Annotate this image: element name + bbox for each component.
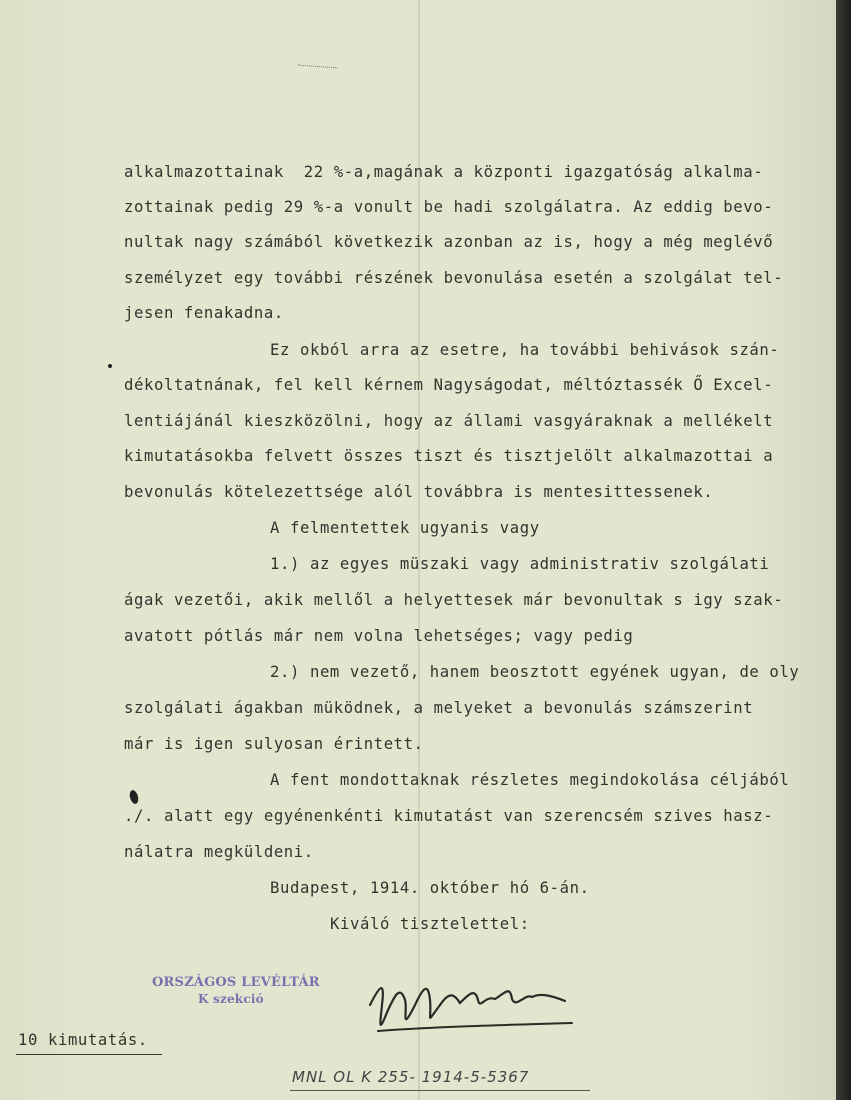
text-line: szolgálati ágakban müködnek, a melyeket a bevonulás számszerint — [124, 699, 754, 717]
signature — [360, 965, 580, 1045]
text-line: kimutatásokba felvett összes tiszt és tisztjelölt alkalmazottai a — [124, 447, 774, 465]
text-line: 2.) nem vezető, hanem beosztott egyének ugyan, de oly — [270, 663, 800, 681]
archive-reference: MNL OL K 255- 1914-5-5367 — [292, 1068, 530, 1086]
scan-edge — [836, 0, 851, 1100]
text-line: Budapest, 1914. október hó 6-án. — [270, 879, 590, 897]
ink-speck — [108, 364, 112, 368]
stamp-line-2: K szekció — [198, 992, 264, 1006]
text-line: zottainak pedig 29 %-a vonult be hadi szolgálatra. Az eddig bevo- — [124, 198, 774, 216]
footnote-text: 10 kimutatás. — [18, 1031, 148, 1049]
text-line: Ez okból arra az esetre, ha további behivások szán- — [270, 341, 780, 359]
text-line: avatott pótlás már nem volna lehetséges; vagy pedig — [124, 627, 634, 645]
archive-reference-underline — [290, 1090, 590, 1091]
text-line: nálatra megküldeni. — [124, 843, 314, 861]
text-line: lentiájánál kieszközölni, hogy az állami vasgyáraknak a mellékelt — [124, 412, 774, 430]
archive-stamp — [152, 975, 320, 1007]
text-line: alkalmazottainak 22 %-a,magának a központi igazgatóság alkalma- — [124, 163, 764, 181]
text-line: bevonulás kötelezettsége alól továbbra is mentesittessenek. — [124, 483, 714, 501]
text-line: nultak nagy számából következik azonban az is, hogy a még meglévő — [124, 233, 774, 251]
footnote-underline — [16, 1054, 162, 1055]
text-line: ./. alatt egy egyénenkénti kimutatást van szerencsém szives hasz- — [124, 807, 774, 825]
text-line: Kiváló tisztelettel: — [330, 915, 530, 933]
text-line: már is igen sulyosan érintett. — [124, 735, 424, 753]
text-line: jesen fenakadna. — [124, 304, 284, 322]
text-line: ágak vezetői, akik mellől a helyettesek már bevonultak s igy szak- — [124, 591, 784, 609]
text-line: A felmentettek ugyanis vagy — [270, 519, 540, 537]
text-line: dékoltatnának, fel kell kérnem Nagyságodat, méltóztassék Ő Excel- — [124, 376, 774, 394]
text-line: 1.) az egyes müszaki vagy administrativ szolgálati — [270, 555, 770, 573]
stamp-line-1: ORSZÁGOS LEVÉLTÁR — [152, 975, 320, 990]
text-line: személyzet egy további részének bevonulása esetén a szolgálat tel- — [124, 269, 784, 287]
text-line: A fent mondottaknak részletes megindokolása céljából — [270, 771, 790, 789]
